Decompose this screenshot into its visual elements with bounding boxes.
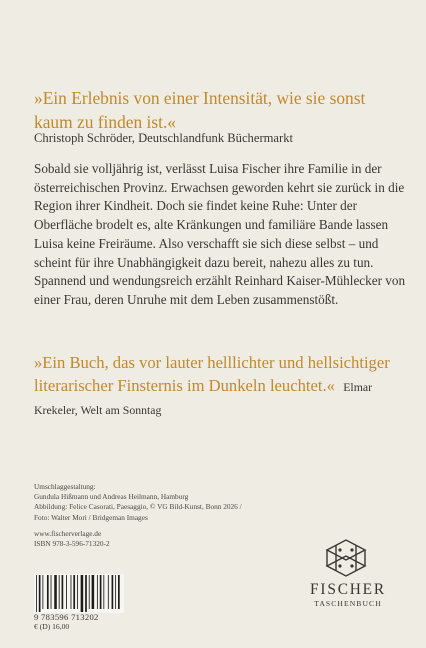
- review-quote-1-attribution: Christoph Schröder, Deutschlandfunk Büchermarkt: [34, 131, 294, 145]
- review-quote-2-text: »Ein Buch, das vor lauter helllichter und hellsichtiger literarischer Finsternis im Dunkeln leuchtet.«: [34, 353, 390, 395]
- credit-line: Foto: Walter Mori / Bridgeman Images: [34, 512, 148, 522]
- review-quote-1: »Ein Erlebnis von einer Intensität, wie sie sonst kaum zu finden ist.«: [34, 88, 366, 132]
- fischer-logo-icon: [323, 536, 369, 580]
- credit-line: Gundula Hißmann und Andreas Heilmann, Hamburg: [34, 492, 189, 502]
- review-quote-2: [34, 352, 414, 422]
- barcode-number: 9 783596 713202: [34, 612, 99, 622]
- publisher-series: TASCHENBUCH: [314, 599, 382, 608]
- credit-line: Abbildung: Felice Casorati, Paesaggio, © VG Bild-Kunst, Bonn 2026 /: [34, 502, 242, 512]
- publisher-name: FISCHER: [310, 581, 386, 598]
- review-quote-2-attribution: Elmar Krekeler, Welt am Sonntag: [34, 379, 373, 417]
- isbn-text: ISBN 978-3-596-71320-2: [34, 539, 110, 549]
- cover-credits: [34, 482, 334, 549]
- publisher-website: www.fischerverlage.de: [34, 528, 102, 538]
- barcode-icon: [34, 574, 124, 613]
- credit-line: Umschlaggestaltung:: [34, 482, 96, 491]
- book-blurb: Sobald sie volljährig ist, verlässt Luisa Fischer ihre Familie in der österreichischen Provinz. Erwachsen geworden kehrt sie zurück in die Region ihrer Kindheit. Doch sie findet keine Ruhe: Unter der Oberfläche brodelt es, alte Kränkungen und familiäre Bande lassen Luisa keine Freiräume. Also verschafft sie sich diese selbst – und scheint für ihre Unabhängigkeit dazu bereit, nahezu alles zu tun. Spannend und wendungsreich erzählt Reinhard Kaiser-Mühlecker von einer Frau, deren Unruhe mit dem Leben zusammenstößt.: [34, 161, 406, 307]
- price-label: € (D) 16,00: [34, 622, 70, 631]
